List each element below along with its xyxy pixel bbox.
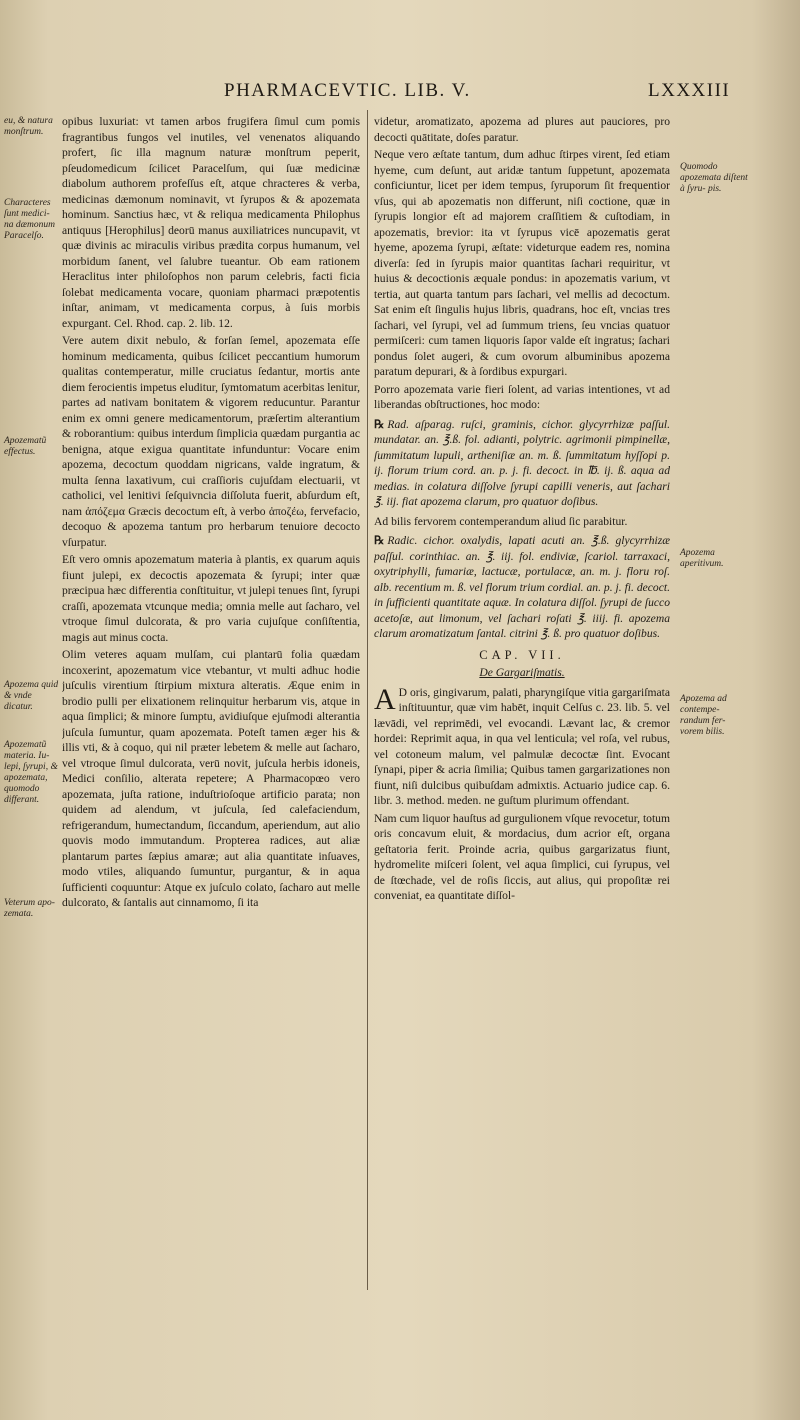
page-header — [150, 80, 731, 108]
margin-note: Apozematũ materia. Iu- lepi, ſyrupi, & apozemata, quomodo differant. — [4, 740, 58, 805]
margin-note: Veterum apo- zemata. — [4, 898, 55, 919]
margin-note: eu, & natura monſtrum. — [4, 116, 53, 137]
margin-note: Quomodo apozemata diſtent à ſyru- pis. — [680, 162, 748, 194]
recipe-aperitive — [374, 417, 670, 510]
paragraph: Nam cum liquor hauſtus ad gurgulionem vſque revocetur, totum oris concavum eluit, & mordacius, dum acrior eſt, organa geſtatoria ferit. Proinde acria, quibus gargarizatus fiunt, hydromelite miſceri ſolent, vel aqua ſimplici, cui ſyrupus, vel de ſtœchade, vel de roſis ſiccis, aut alius, qui propoſitæ rei conveniat, ea quantitate diſſol- — [374, 811, 670, 902]
chapter-heading: CAP. VII. — [479, 647, 565, 662]
paragraph: Ad bilis fervorem contemperandum aliud ſic parabitur. — [374, 514, 628, 528]
recipe-icon: ℞ — [374, 534, 385, 547]
column-divider — [367, 110, 368, 1290]
paragraph: Vere autem dixit nebulo, & forſan ſemel, apozemata eſſe hominum medicamenta, quibus ſcilicet peccantium humorum qualitas contemperatur, mille cruciatus ſedantur, mortis ante diem ferocientis impetus eluditur, ſymtomatum acerbitas lenitur, partes ad nativam bonitatem & vigorem reducuntur. Parantur enim ex omni genere medicamentorum, præſertim alterantium & roborantium: quibus interdum ſimplicia quædam purgantia ac benigna, atque exigua quantitate infunduntur: Vocare enim apozema, decoctum quoddam nigricans, valde ingratum, & multa ſenna laxativum, cui craſſioris cujuſdam electuarii, vt catholici, vel lenitivi ſeſquivncia diſſoluta fuerit, abſurdum eſt, nam ἀπόζεμα Græcis decoctum eſt, à verbo ἀποζέω, fervefacio, decoquo & apozema tantum pro herbarum tenuiore decocto vſurpatur. — [62, 334, 360, 549]
recipe-text: Rad. aſparag. ruſci, graminis, cichor. glycyrrhizæ paſſul. mundatar. an. ℥.ß. fol. adianti, polytric. agrimonii pimpinellæ, ſummitatum lupuli, artheniſiæ an. m. ß. ſummitatum hyſſopi p. ij. florum trium cord. an. p. j. fi. decoct. in ℔. ij. ß. aqua ad medias. in colatura diſſolve ſyrupi capilli veneris, aut ſachari ℥. iij. fiat apozema clarum, pro quatuor doſibus. — [374, 417, 670, 508]
drop-cap: A — [374, 682, 396, 716]
paragraph-text: D oris, gingivarum, palati, pharyngiſque vitia gargariſmata inſtituuntur, quæ vim habēt, inquit Celſus c. 23. lib. 5. vel lævādi, vel reprimēdi, vel evocandi. Lævant lac, & cremor hordei: Reprimit aqua, in qua vel lenticula; vel roſa, vel rubus, vel cotoneum malum, vel palmulæ decoctæ ſint. Evocant ſynapi, piper & acria ſimilia; Quibus tamen gargarizationes non fiunt, niſi dulcibus quibuſdam admixtis. Actuario judice cap. 6. libr. 3. method. meden. ne guſtum plurimum offendant. — [374, 685, 670, 807]
folio-number: LXXXIII — [648, 80, 731, 101]
left-text-column — [62, 114, 360, 1344]
recipe-bile — [374, 533, 670, 642]
recipe-icon: ℞ — [374, 417, 385, 431]
margin-note: Apozematũ effectus. — [4, 436, 47, 457]
paragraph: Olim veteres aquam mulſam, cui plantarū folia quædam incoxerint, apozematum vice vtebantur, vt multi adhuc hodie juſculis virentium ſtirpium mixtura alteratis. Æque enim in brodio pulli per elixationem relinquitur herbarum vis, atque in aqua ſimplici; & minore ſumptu, avidiuſque ejuſmodi alterantia juſcula ſumuntur, quam apozemata. Poteſt tamen æger his & illis vti, & à coquo, qui nil præter lebetem & melle aut ſacharo, vel vtroque ſimul dulcorata, verū novit, juſcula herbis idoneis, Medici conſilio, alterata repetere; A Pharmacopœo vero apozemata, juſta ratione, induſtrioſoque artificio parata; non quidem ad alendum, vt juſcula, ſed calefaciendum, refrigerandum, humectandum, ſiccandum, aperiendum, aut alio quovis modo immutandum. Propterea radices, aut aliæ plantarum partes ſæpius amaræ; aut alia quantitate inſuaves, modo vtiles, aliquando ſumuntur, purgantur, & in aqua ſufficienti coquuntur: Atque ex juſculo colato, ſacharo aut melle dulcorato, & ſantalis aut cinnamomo, ſi ita — [62, 648, 360, 909]
paragraph: Eſt vero omnis apozematum materia à plantis, ex quarum aquis fiunt julepi, ex decoctis apozemata & ſyrupi; inter quæ præcipua hæc differentia conſtituitur, vt julepi tenues ſint, ſyrupi craſſi, apozemata vtcunque media; omnia melle aut ſacharo, vel vtroque ſimul dulcorata, & pro varia cujuſque conſiſtentia, magis aut minus cocta. — [62, 553, 360, 644]
chapter-title: De Gargariſmatis. — [479, 666, 565, 679]
paragraph — [374, 682, 670, 809]
paragraph: videtur, aromatizato, apozema ad plures aut pauciores, pro decocti quātitate, doſes paratur. — [374, 115, 670, 144]
margin-note: Characteres ſunt medici- na dæmonum Paracelſo. — [4, 198, 55, 241]
paragraph: Neque vero æſtate tantum, dum adhuc ſtirpes virent, ſed etiam hyeme, cum deſunt, aut aridæ tantum ſuppetunt, apozemata conficiuntur, licet per idem tempus, ſyruporum ſit frequentior vſus, qui ab apozematis non differunt, niſi coctione, quæ in ſyrupis longior eſt ad majorem craſſitiem & cuſtodiam, in apozematis, brevior: ita vt ſyrupus vicē apozematis gerat hyeme, apozema ſyrupi, æſtate: videturque eadem res, nomina diverſa: ſed in ſyrupis maior quantitas ſachari requiritur, vt huius & decoctionis æquale pondus: in apozematis varium, vt tertia, aut quarta tantum pars ſachari, vel mellis ad decoctum. Sat enim eſt ſingulis hujus libris, quadrans, hoc eſt, vncias tres ſachari, vel ſyrupi, vel ad ſummum triens, ſeu vncias quatuor permiſceri: cum tamen liquoris ſapor valde eſt ingratus; ſachari pondus ſolet augeri, & cum ovorum albuminibus apozema paratum depurari, & à ſordibus expurgari. — [374, 148, 670, 378]
margin-note: Apozema ad contempe- randum fer- vorem bilis. — [680, 694, 727, 737]
margin-note: Apozema quid & vnde dicatur. — [4, 680, 59, 712]
paragraph: opibus luxuriat: vt tamen arbos frugifera ſimul cum pomis fragrantibus fungos vel inutiles, vel venenatos aliquando profert, ſic illa magnum naturæ monſtrum peperit, pſeudomedicum ſcilicet Paracelſum, qui ſuæ medicinæ diabolum authorem profeſſus eſt, atque chracteres & verba, medicinas dæmonum nominavit, vt ſyrupos & & apozemata hominum. Sanctius hæc, vt & reliqua medicamenta Philophus antiquus [Herophilus] deorū manus auxiliatrices nuncupavit, vt quæ divinis ac miraculis viribus prædita corpus humanum, vel morbidum ſanent, vel ſalubre tueantur. Ob eam rationem Heraclitus inter philoſophos non parum celebris, facti ficia ſolebat medicamenta vocare, quoniam pharmaci præpotentis inſtar, animam, vt medicamenta corpus, à ſuis morbis expurgant. Cel. Rhod. cap. 2. lib. 12. — [62, 115, 360, 330]
paragraph: Porro apozemata varie fieri ſolent, ad varias intentiones, vt ad liberandas obſtructiones, hoc modo: — [374, 382, 670, 411]
margin-note: Apozema aperitivum. — [680, 548, 724, 569]
recipe-text: Radic. cichor. oxalydis, lapati acuti an. ℥.ß. glycyrrhizæ paſſul. corinthiac. an. ℥. iij. fol. endiviæ, ſcariol. tarraxaci, oxytriphylli, fumariæ, lactucæ, portulacæ, an. m. j. floru roſ. alb. recentium m. ß. vel florum trium cordial. an. p. j. fi. decoct. in ſufficienti quantitate aquæ. In colatura diſſol. ſyrupi de ſucco acetoſæ, aut limonum, vel ſachari roſati ℥. iiij. fi. apozema clarum aromatizatum ſantal. citrini ℥. ß. pro quatuor doſibus. — [374, 534, 670, 640]
right-text-column — [374, 114, 670, 1364]
running-title: PHARMACEVTIC. LIB. V. — [224, 80, 471, 101]
